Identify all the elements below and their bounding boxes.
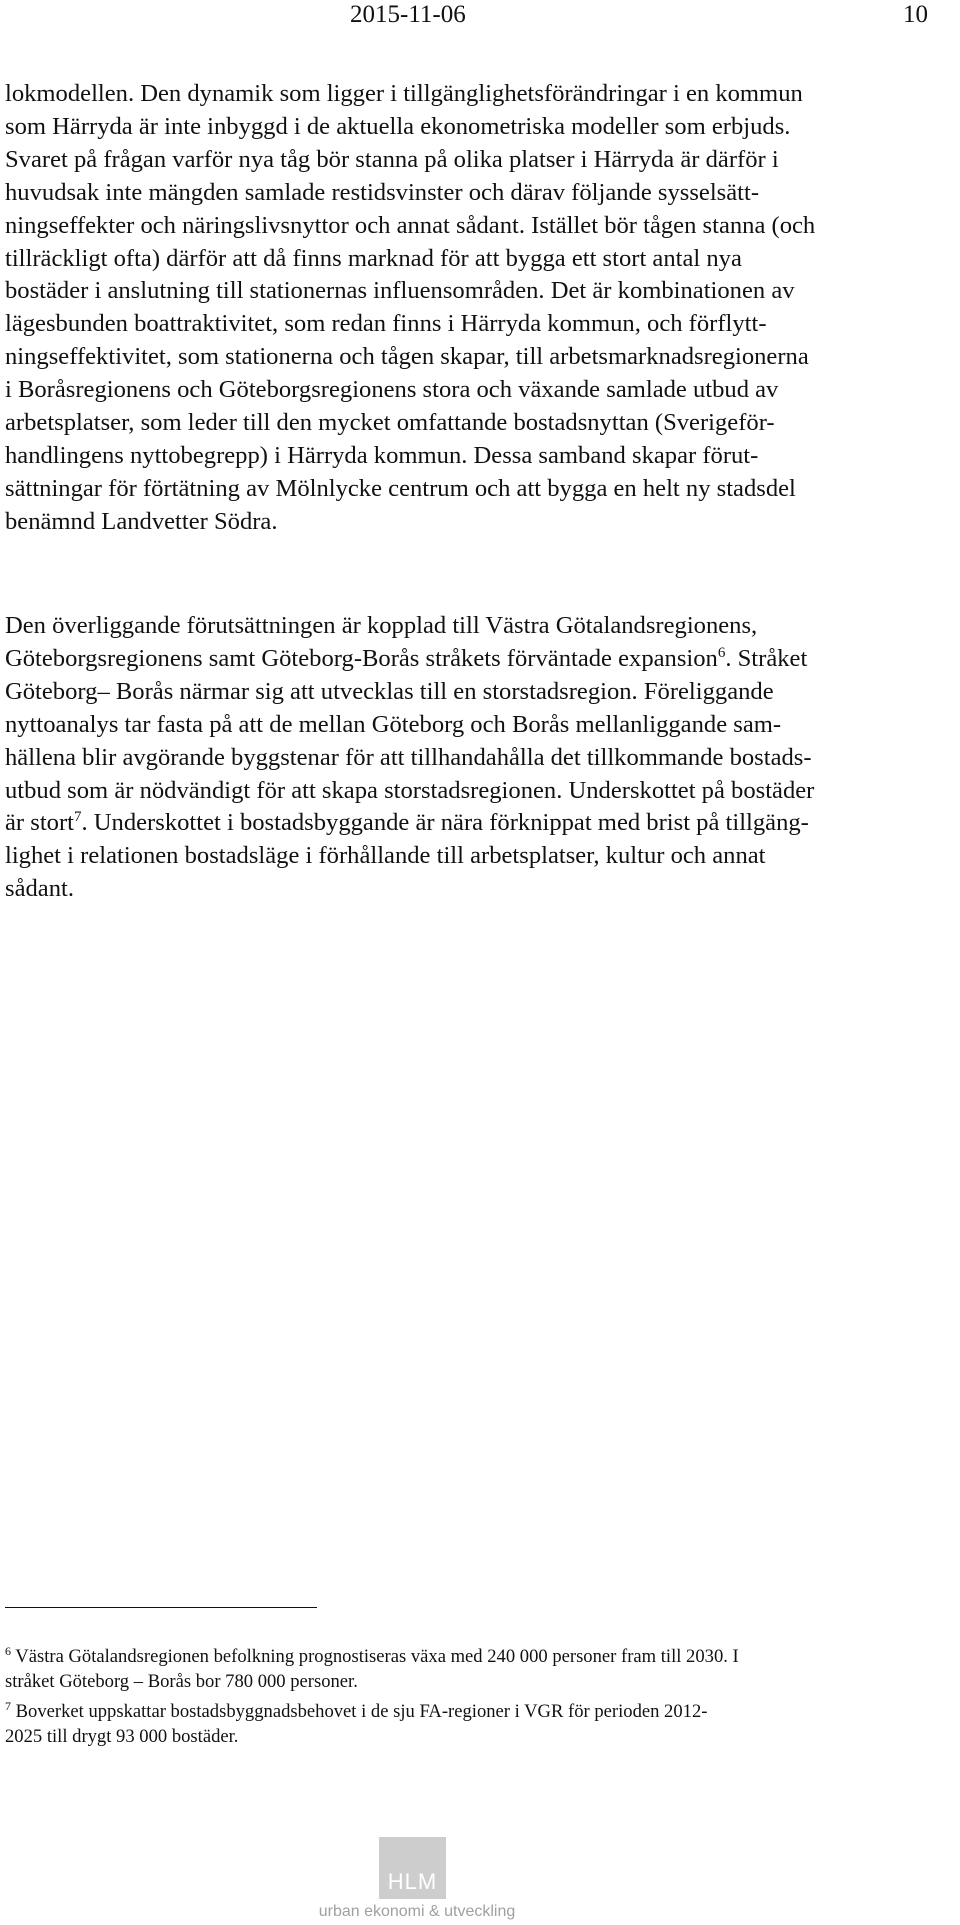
footnote-line: 2025 till drygt 93 000 bostäder. [5,1726,239,1748]
text-line: Den överliggande förutsättningen är kopplad till Västra Götalandsregionens, [5,612,758,639]
text-line [5,643,955,676]
hlm-logo [317,1837,517,1925]
text-line [5,807,955,840]
text-line: lighet i relationen bostadsläge i förhållande till arbetsplatser, kultur och annat [5,842,766,870]
logo-mark: HLM [379,1837,446,1899]
text-line: ningseffektivitet, som stationerna och tågen skapar, till arbetsmarknadsregionerna [5,343,809,371]
footnote-6 [5,1639,955,1694]
text-segment: . Underskottet i bostadsbyggande är nära förknippat med brist på tillgäng- [81,809,809,837]
text-line: hällena blir avgörande byggstenar för att tillhandahålla det tillkommande bostads- [5,743,812,771]
text-line: lägesbunden boattraktivitet, som redan finns i Härryda kommun, och förflytt- [5,310,767,338]
text-line: Svaret på frågan varför nya tåg bör stanna på olika platser i Härryda är därför i [5,145,779,173]
text-line: i Boråsregionens och Göteborgsregionens stora och växande samlade utbud av [5,376,779,404]
footnote-marker: 6 [5,1644,11,1658]
text-line: sättningar för förtätning av Mölnlycke centrum och att bygga en helt ny stadsdel [5,474,796,502]
text-line: bostäder i anslutning till stationernas influensområden. Det är kombinationen av [5,277,795,305]
text-line: nyttoanalys tar fasta på att de mellan Göteborg och Borås mellanliggande sam- [5,710,782,738]
footnote-marker: 7 [5,1699,11,1714]
footnote-line [5,1639,955,1670]
footnote-line: stråket Göteborg – Borås bor 780 000 personer. [5,1670,358,1692]
footnotes [5,1639,955,1750]
footnote-divider [5,1607,317,1608]
header-date: 2015-11-06 [350,1,466,28]
text-line: sådant. [5,875,74,903]
text-segment: . Stråket [725,644,808,672]
page-number: 10 [903,1,928,28]
body-paragraph-1 [5,78,955,539]
text-line: utbud som är nödvändigt för att skapa storstadsregionen. Underskottet på bostäder [5,776,815,804]
text-line: arbetsplatser, som leder till den mycket omfattande bostadsnyttan (Sverigeför- [5,409,775,437]
text-line: ningseffekter och näringslivsnyttor och annat sådant. Istället bör tågen stanna (och [5,211,816,239]
footnote-ref-7[interactable]: 7 [73,809,82,826]
text-segment: Göteborgsregionens samt Göteborg-Borås stråkets förväntade expansion [5,644,718,672]
footnote-text: Västra Götalandsregionen befolkning prognostiseras växa med 240 000 personer fram till 2030. I [11,1646,739,1668]
text-segment: är stort [5,809,74,837]
text-line: handlingens nyttobegrepp) i Härryda kommun. Dessa samband skapar förut- [5,441,759,469]
logo-tagline: urban ekonomi & utveckling [318,1903,516,1920]
footnote-ref-6[interactable]: 6 [717,644,726,661]
text-line: tillräckligt ofta) därför att då finns marknad för att bygga ett stort antal nya [5,244,742,272]
text-line: som Härryda är inte inbyggd i de aktuella ekonometriska modeller som erbjuds. [5,112,791,140]
footnote-line [5,1694,955,1725]
body-paragraph-2 [5,610,955,906]
text-line: huvudsak inte mängden samlade restidsvinster och därav följande sysselsätt- [5,178,760,206]
text-line: lokmodellen. Den dynamik som ligger i tillgänglighetsförändringar i en kommun [5,80,803,107]
footnote-text: Boverket uppskattar bostadsbyggnadsbehovet i de sju FA-regioner i VGR för perioden 2012- [11,1701,708,1723]
text-line: Göteborg– Borås närmar sig att utvecklas till en storstadsregion. Föreliggande [5,677,774,705]
text-line: benämnd Landvetter Södra. [5,507,278,535]
footnote-7 [5,1694,955,1749]
